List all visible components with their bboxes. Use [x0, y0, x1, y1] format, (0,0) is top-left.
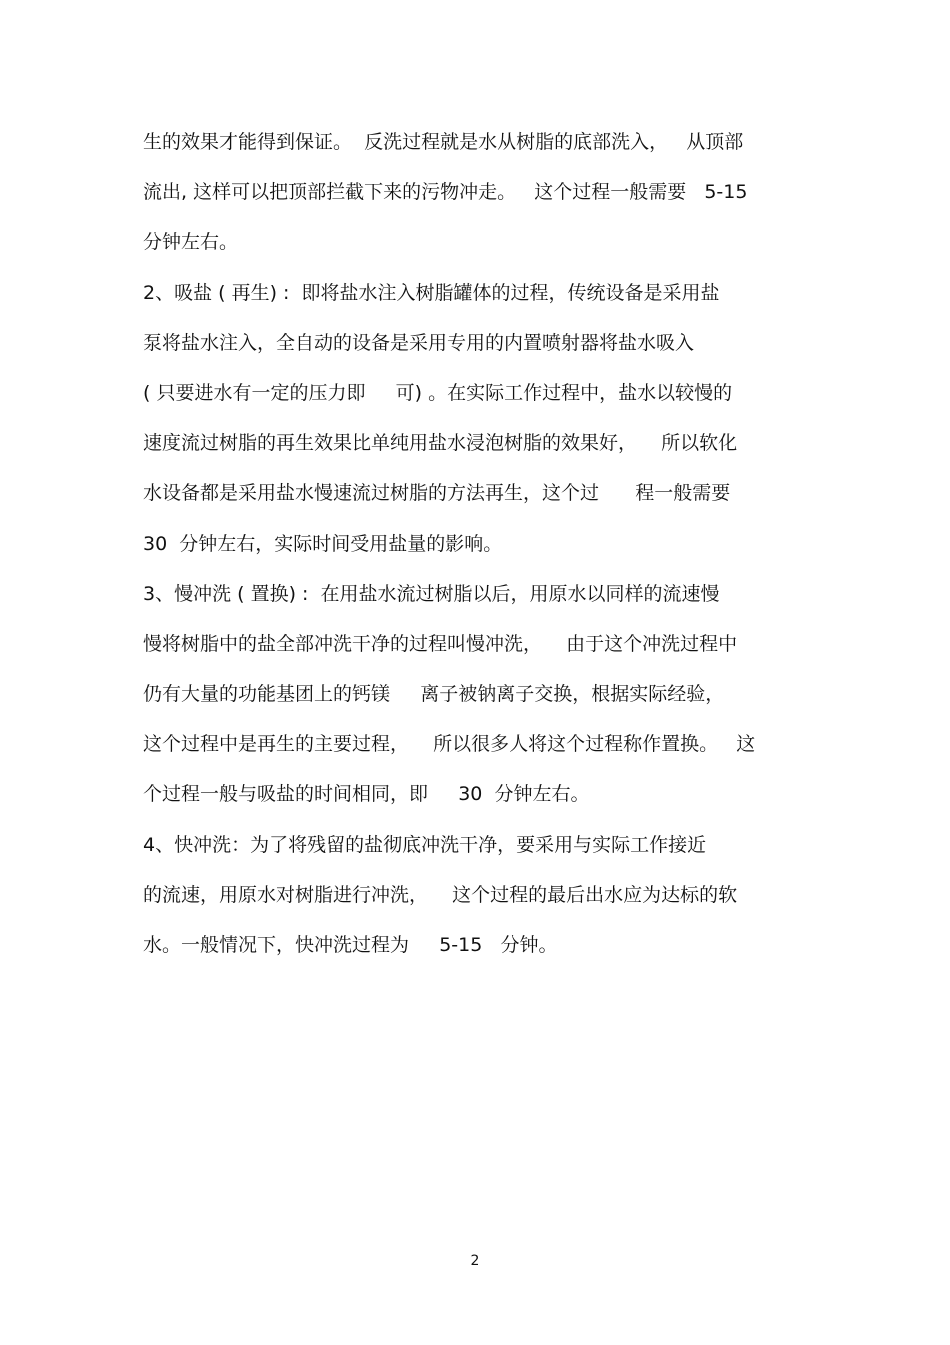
text-line: 这个过程中是再生的主要过程， 所以很多人将这个过程称作置换。 这	[143, 733, 756, 756]
text-line: 水设备都是采用盐水慢速流过树脂的方法再生，这个过 程一般需要	[143, 482, 731, 505]
text-line: 速度流过树脂的再生效果比单纯用盐水浸泡树脂的效果好， 所以软化	[143, 432, 738, 455]
text-line: 流出, 这样可以把顶部拦截下来的污物冲走。 这个过程一般需要 5-15	[143, 181, 748, 204]
text-line: 生的效果才能得到保证。 反洗过程就是水从树脂的底部洗入， 从顶部	[143, 131, 744, 153]
text-line: 泵将盐水注入，全自动的设备是采用专用的内置喷射器将盐水吸入	[143, 331, 695, 354]
text-line: 3、慢冲洗 ( 置换) : 在用盐水流过树脂以后，用原水以同样的流速慢	[143, 582, 720, 605]
text-line: 慢将树脂中的盐全部冲洗干净的过程叫慢冲洗， 由于这个冲洗过程中	[143, 632, 738, 655]
text-line: 4、快冲洗：为了将残留的盐彻底冲洗干净，要采用与实际工作接近	[143, 833, 707, 856]
text-line: 30 分钟左右，实际时间受用盐量的影响。	[143, 532, 503, 555]
text-line: ( 只要进水有一定的压力即 可) 。在实际工作过程中，盐水以较慢的	[143, 381, 733, 404]
text-line: 2、吸盐 ( 再生) : 即将盐水注入树脂罐体的过程，传统设备是采用盐	[143, 281, 720, 304]
text-line: 分钟左右。	[143, 231, 239, 254]
page-number: 2	[470, 1253, 480, 1269]
text-line: 个过程一般与吸盐的时间相同，即 30 分钟左右。	[143, 783, 590, 806]
text-line: 的流速，用原水对树脂进行冲洗， 这个过程的最后出水应为达标的软	[143, 883, 738, 906]
body-text	[143, 125, 813, 978]
text-line: 仍有大量的功能基团上的钙镁 离子被钠离子交换，根据实际经验，	[143, 683, 725, 706]
text-line: 水。一般情况下，快冲洗过程为 5-15 分钟。	[143, 934, 558, 956]
